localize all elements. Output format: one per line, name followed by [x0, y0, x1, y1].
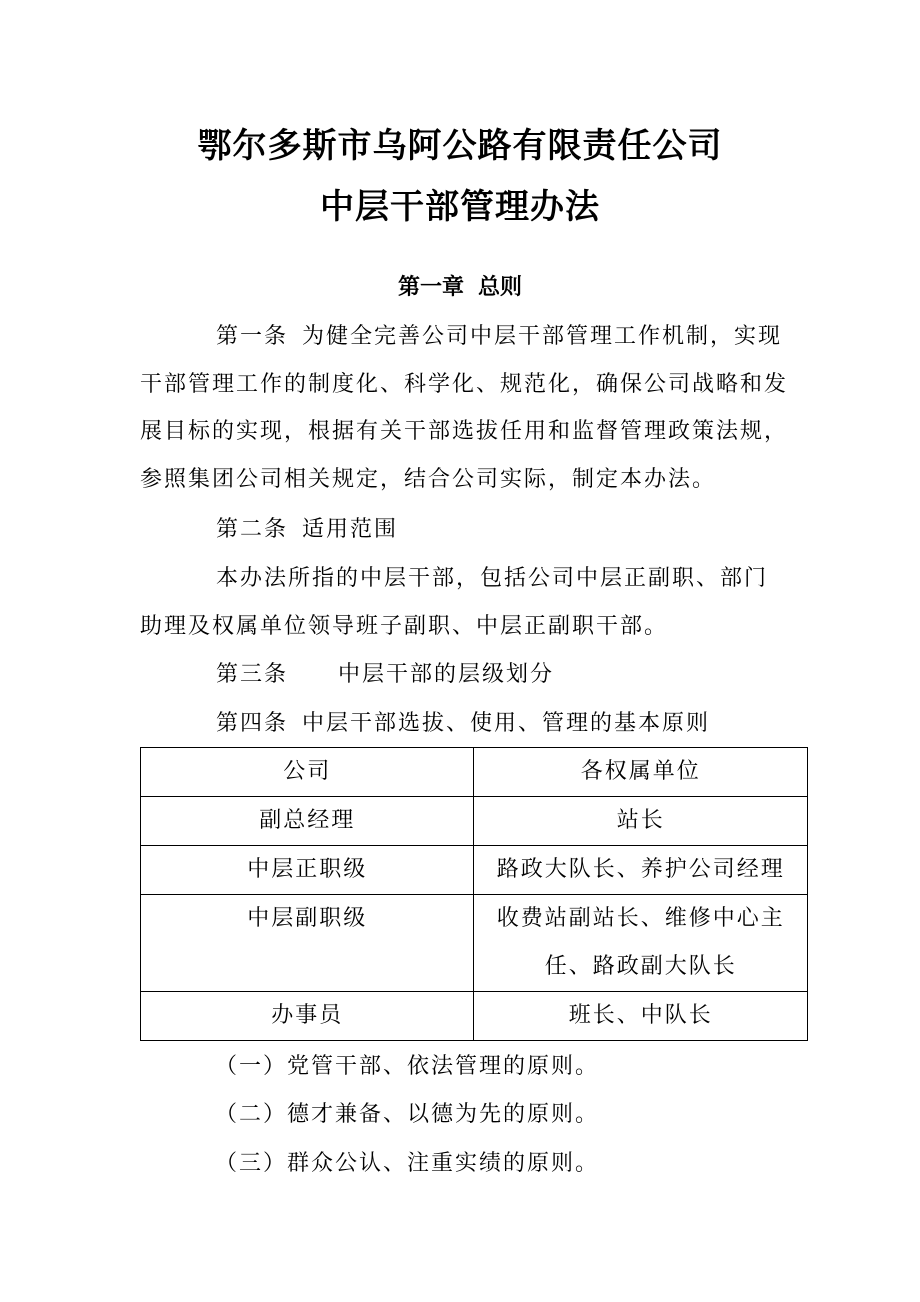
- principle-item: （二）德才兼备、以德为先的原则。: [215, 1102, 600, 1127]
- article-4-text: 中层干部选拔、使用、管理的基本原则: [302, 711, 711, 736]
- article-3: [140, 651, 790, 699]
- article-2: [140, 506, 790, 554]
- table-row: [141, 846, 808, 895]
- article-2-text: 适用范围: [302, 517, 399, 542]
- table-cell: 路政大队长、养护公司经理: [474, 846, 808, 895]
- article-4-label: 第四条: [216, 711, 289, 736]
- table-cell: 中层副职级: [141, 895, 474, 992]
- article-2-body-text: 本办法所指的中层干部，包括公司中层正副职、部门助理及权属单位领导班子副职、中层正副职干部。: [140, 566, 769, 639]
- article-3-label: 第三条: [216, 662, 289, 687]
- table-row: [141, 992, 808, 1041]
- chapter-heading: [0, 273, 920, 303]
- table-row: [141, 797, 808, 846]
- table-cell: 站长: [474, 797, 808, 846]
- article-1-label: 第一条: [216, 324, 289, 349]
- principle-item: （一）党管干部、依法管理的原则。: [215, 1054, 600, 1079]
- table-header-cell: 公司: [141, 748, 474, 797]
- table-cell: 中层正职级: [141, 846, 474, 895]
- table-header-row: [141, 748, 808, 797]
- table-cell: 收费站副站长、维修中心主任、路政副大队长: [474, 895, 808, 992]
- document-title-company: 鄂尔多斯市乌阿公路有限责任公司: [197, 126, 723, 166]
- document-title-measures: 中层干部管理办法: [320, 187, 600, 227]
- article-4: [140, 700, 790, 748]
- cadre-level-table: [140, 747, 808, 1041]
- table-cell: 办事员: [141, 992, 474, 1041]
- article-2-label: 第二条: [216, 517, 289, 542]
- article-1: [140, 313, 790, 503]
- article-3-text: 中层干部的层级划分: [338, 662, 555, 687]
- article-2-body: [140, 555, 790, 650]
- principle-item: （三）群众公认、注重实绩的原则。: [215, 1151, 600, 1176]
- table-cell: 副总经理: [141, 797, 474, 846]
- table-row: [141, 895, 808, 992]
- chapter-label: 第一章: [397, 275, 464, 300]
- table-cell: 班长、中队长: [474, 992, 808, 1041]
- article-1-text: 为健全完善公司中层干部管理工作机制，实现干部管理工作的制度化、科学化、规范化，确保公司战略和发展目标的实现，根据有关干部选拔任用和监督管理政策法规，参照集团公司相关规定，结合公司实际，制定本办法。: [140, 324, 789, 492]
- chapter-name: 总则: [478, 275, 523, 300]
- table-header-cell: 各权属单位: [474, 748, 808, 797]
